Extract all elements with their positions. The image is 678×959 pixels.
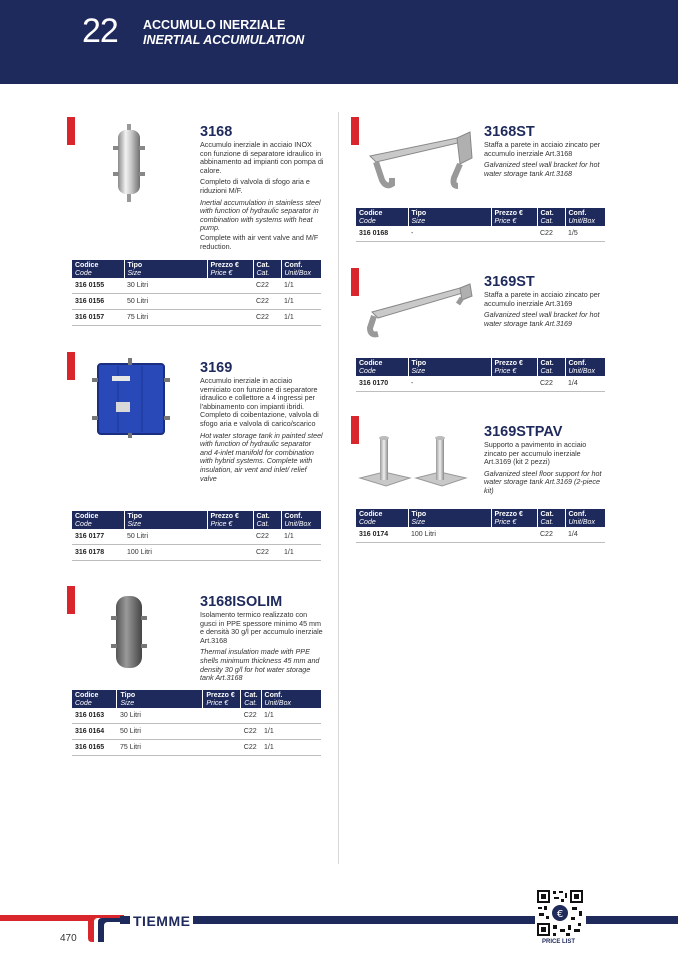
description-it: Staffa a parete in acciaio zincato per accumulo inerziale Art.3168 <box>484 140 601 158</box>
description-it-2: Completo di valvola di sfogo aria e riduzioni M/F. <box>200 177 310 195</box>
column-divider <box>338 112 339 864</box>
product-code: 3168ISOLIM <box>200 594 283 610</box>
col-price: Prezzo € Price € <box>491 509 537 527</box>
col-price: Prezzo € Price € <box>203 690 241 708</box>
product-code: 3169 <box>200 360 233 376</box>
col-code: Codice Code <box>72 511 124 529</box>
col-cat: Cat. Cat. <box>253 511 281 529</box>
col-box: Conf. Unit/Box <box>565 208 605 226</box>
floor-support-image <box>356 432 476 492</box>
col-code: Codice Code <box>356 358 408 376</box>
col-box: Conf. Unit/Box <box>565 509 605 527</box>
new-badge: NEW <box>67 117 75 145</box>
brand-logo: TIEMME <box>130 913 193 929</box>
product-code: 3168ST <box>484 124 535 140</box>
page-number: 470 <box>60 933 77 944</box>
product-table-3169stpav <box>356 509 605 543</box>
table-row: 316 0156 50 Litri C22 1/1 <box>72 294 321 310</box>
table-row: 316 0157 75 Litri C22 1/1 <box>72 310 321 326</box>
table-row: 316 0174 100 Litri C22 1/4 <box>356 527 605 543</box>
new-badge: NEW <box>351 268 359 296</box>
col-cat: Cat. Cat. <box>537 208 565 226</box>
col-cat: Cat. Cat. <box>253 260 281 278</box>
chapter-number: 22 <box>82 12 118 50</box>
col-price: Prezzo € Price € <box>491 358 537 376</box>
col-size: Tipo Size <box>408 208 491 226</box>
page-header <box>0 0 678 84</box>
blue-tank-image <box>92 356 170 438</box>
description-en: Inertial accumulation in stainless steel with function of hydraulic separator in combination with systems with heat pump. <box>200 197 321 233</box>
description-it: Supporto a pavimento in acciaio zincato per accumulo inerziale Art.3169 (kit 2 pezzi) <box>484 440 587 467</box>
col-cat: Cat. Cat. <box>537 509 565 527</box>
description-en-2: Complete with air vent valve and M/F reduction. <box>200 232 319 251</box>
col-cat: Cat. Cat. <box>241 690 261 708</box>
product-table-3168 <box>72 260 321 326</box>
product-3168st <box>484 124 608 178</box>
col-price: Prezzo € Price € <box>207 260 253 278</box>
description-it: Accumulo inerziale in acciaio INOX con funzione di separatore idraulico in abbinamento ad impianti con pompa di calore. <box>200 140 324 175</box>
table-header-row <box>356 208 605 226</box>
qr-code-icon[interactable] <box>536 889 584 937</box>
col-box: Conf. Unit/Box <box>261 690 321 708</box>
wall-bracket-3168-image <box>362 128 474 194</box>
product-3169 <box>200 360 324 483</box>
description-en: Galvanized steel wall bracket for hot water storage tank Art.3168 <box>484 160 600 178</box>
price-list-label: PRICE LIST <box>542 939 576 945</box>
new-badge: NEW <box>351 117 359 145</box>
table-row: 316 0155 30 Litri C22 1/1 <box>72 278 321 294</box>
table-header-row <box>356 358 605 376</box>
wall-bracket-3169-image <box>362 282 474 340</box>
product-code: 3168 <box>200 124 233 140</box>
description-en: Hot water storage tank in painted steel with function of hydraulic separator and 4-inlet manifold for combination with hybrid systems. Complete with insulation, air vent and inlet/ relief valve <box>200 430 323 483</box>
footer-swoosh <box>84 912 124 944</box>
col-code: Codice Code <box>72 260 124 278</box>
table-row: 316 0165 75 Litri C22 1/1 <box>72 740 321 756</box>
col-code: Codice Code <box>356 208 408 226</box>
table-header-row <box>356 509 605 527</box>
footer-blue-bar-right <box>586 916 678 924</box>
col-code: Codice Code <box>72 690 117 708</box>
table-row: 316 0178 100 Litri C22 1/1 <box>72 545 321 561</box>
col-price: Prezzo € Price € <box>491 208 537 226</box>
product-code: 3169STPAV <box>484 424 563 440</box>
footer-red-bar <box>0 915 92 921</box>
col-price: Prezzo € Price € <box>207 511 253 529</box>
description-en: Thermal insulation made with PPE shells minimum thickness 45 mm and density 30 g/l for hot water storage tank Art.3168 <box>200 647 320 683</box>
col-size: Tipo Size <box>408 358 491 376</box>
new-badge: NEW <box>67 352 75 380</box>
table-row: 316 0170 - C22 1/4 <box>356 376 605 392</box>
col-size: Tipo Size <box>124 260 207 278</box>
description-en: Galvanized steel wall bracket for hot water storage tank Art.3169 <box>484 310 600 328</box>
table-row: 316 0177 50 Litri C22 1/1 <box>72 529 321 545</box>
product-3169stpav <box>484 424 608 496</box>
svg-text:€: € <box>556 909 564 920</box>
table-row: 316 0168 - C22 1/5 <box>356 226 605 242</box>
table-header-row <box>72 690 321 708</box>
section-title-en: INERTIAL ACCUMULATION <box>143 33 305 47</box>
col-size: Tipo Size <box>124 511 207 529</box>
product-code: 3169ST <box>484 274 535 290</box>
product-table-3168isolim <box>72 690 321 756</box>
description-en: Galvanized steel floor support for hot water storage tank Art.3169 (2-piece kit) <box>484 468 602 495</box>
table-header-row <box>72 511 321 529</box>
product-3168isolim <box>200 594 324 683</box>
col-size: Tipo Size <box>117 690 203 708</box>
table-row: 316 0164 50 Litri C22 1/1 <box>72 724 321 740</box>
description-it: Staffa a parete in acciaio zincato per accumulo inerziale Art.3169 <box>484 290 601 308</box>
new-badge: NEW <box>67 586 75 614</box>
description-it: Isolamento termico realizzato con gusci in PPE spessore minimo 45 mm e densità 30 g/l per accumulo inerziale Art.3168 <box>200 610 323 645</box>
section-title-it: ACCUMULO INERZIALE <box>143 18 286 32</box>
table-row: 316 0163 30 Litri C22 1/1 <box>72 708 321 724</box>
insulation-shell-image <box>110 592 148 672</box>
new-badge: NEW <box>351 416 359 444</box>
product-table-3169 <box>72 511 321 561</box>
stainless-tank-image <box>110 122 148 204</box>
table-header-row <box>72 260 321 278</box>
col-box: Conf. Unit/Box <box>281 511 321 529</box>
product-3169st <box>484 274 608 328</box>
col-box: Conf. Unit/Box <box>281 260 321 278</box>
col-size: Tipo Size <box>408 509 491 527</box>
col-cat: Cat. Cat. <box>537 358 565 376</box>
product-3168 <box>200 124 324 251</box>
col-code: Codice Code <box>356 509 408 527</box>
description-it: Accumulo inerziale in acciaio verniciato con funzione di separatore idraulico e collettore a 4 ingressi per l'abbinamento con impianti ibridi. Completo di coibentazione, valvola di sfogo aria e valvola di carico/scarico <box>200 376 319 428</box>
product-table-3169st <box>356 358 605 392</box>
product-table-3168st <box>356 208 605 242</box>
col-box: Conf. Unit/Box <box>565 358 605 376</box>
